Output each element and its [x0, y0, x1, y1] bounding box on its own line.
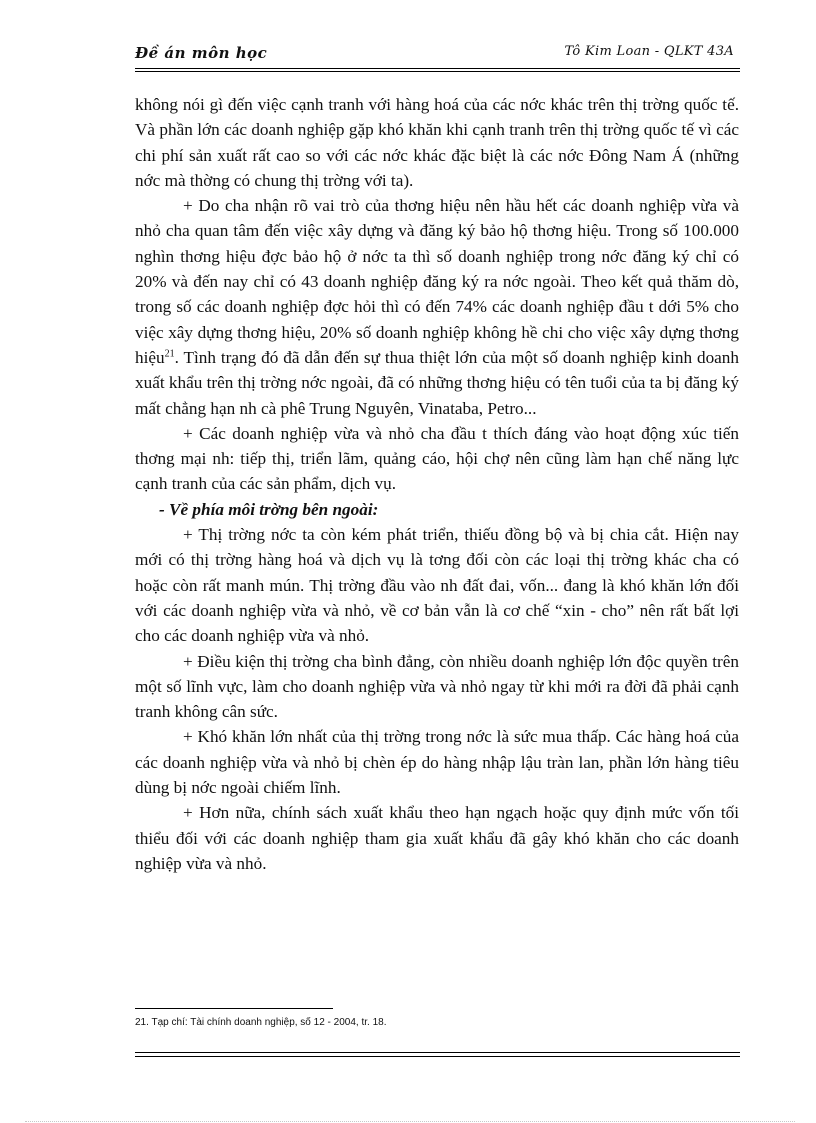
- footer-rule-thin: [135, 1056, 740, 1057]
- author-label: Tô Kim Loan - QLKT 43A: [564, 44, 734, 59]
- footnote: 21. Tạp chí: Tài chính doanh nghiệp, số 12 - 2004, tr. 18.: [135, 1017, 387, 1028]
- page-header: [135, 44, 740, 68]
- paragraph: + Thị trờng nớc ta còn kém phát triển, thiếu đồng bộ và bị chia cắt. Hiện nay mới có thị trờng hàng hoá và dịch vụ là tơng đối còn các loại thị trờng khác cha có hoặc còn rất manh mún. Thị trờng đầu vào nh đất đai, vốn... đang là khó khăn lớn đối với các doanh nghiệp vừa và nhỏ, về cơ bản vẫn là cơ chế “xin - cho” nên rất bất lợi cho các doanh nghiệp vừa và nhỏ.: [135, 525, 739, 646]
- paragraph: + Khó khăn lớn nhất của thị trờng trong nớc là sức mua thấp. Các hàng hoá của các doanh nghiệp vừa và nhỏ bị chèn ép do hàng nhập lậu tràn lan, phần lớn hàng tiêu dùng bị nớc ngoài chiếm lĩnh.: [135, 727, 739, 798]
- document-type-title: Đề án môn học: [135, 44, 268, 62]
- paragraph-text: + Do cha nhận rõ vai trò của thơng hiệu nên hầu hết các doanh nghiệp vừa và nhỏ cha quan tâm đến việc xây dựng và đăng ký bảo hộ thơng hiệu. Trong số 100.000 nghìn thơng hiệu đợc bảo hộ ở nớc ta thì số doanh nghiệp trong nớc đăng ký chỉ có 20% và đến nay chỉ có 43 doanh nghiệp đăng ký ra nớc ngoài. Theo kết quả thăm dò, trong số các doanh nghiệp đợc hỏi thì có đến 74% các doanh nghiệp đầu t dới 5% cho việc xây dựng thơng hiệu, 20% số doanh nghiệp không hề chi cho việc xây dựng thơng hiệu: [135, 196, 739, 367]
- paragraph: + Các doanh nghiệp vừa và nhỏ cha đầu t thích đáng vào hoạt động xúc tiến thơng mại nh: tiếp thị, triển lãm, quảng cáo, hội chợ nên cũng làm hạn chế năng lực cạnh tranh của các sản phẩm, dịch vụ.: [135, 423, 739, 494]
- paragraph: không nói gì đến việc cạnh tranh với hàng hoá của các nớc khác trên thị trờng quốc tế. Và phần lớn các doanh nghiệp gặp khó khăn khi cạnh tranh trên thị trờng quốc tế vì các chi phí sản xuất rất cao so với các nớc khác đặc biệt là các nớc Đông Nam Á (những nớc mà thờng có chung thị trờng với ta).: [135, 95, 739, 190]
- page-edge-dots: [25, 1121, 795, 1122]
- section-heading: - Về phía môi trờng bên ngoài:: [159, 499, 379, 519]
- paragraph: + Hơn nữa, chính sách xuất khẩu theo hạn ngạch hoặc quy định mức vốn tối thiểu đối với các doanh nghiệp tham gia xuất khẩu đã gây khó khăn cho các doanh nghiệp vừa và nhỏ.: [135, 803, 739, 873]
- footer-rule: [135, 1052, 740, 1053]
- paragraph-text: . Tình trạng đó đã dẫn đến sự thua thiệt lớn của một số doanh nghiệp kinh doanh xuất khẩu trên thị trờng nớc ngoài, đã có những thơng hiệu có tên tuổi của ta bị đăng ký mất chẳng hạn nh cà phê Trung Nguyên, Vinataba, Petro...: [135, 347, 739, 418]
- paragraph: [135, 193, 739, 421]
- body-text: [135, 92, 739, 876]
- paragraph: + Điều kiện thị trờng cha bình đẳng, còn nhiều doanh nghiệp lớn độc quyền trên một số lĩnh vực, làm cho doanh nghiệp vừa và nhỏ ngay từ khi mới ra đời đã phải cạnh tranh không cân sức.: [135, 651, 739, 722]
- footnote-separator: [135, 1008, 333, 1009]
- header-rule: [135, 68, 740, 69]
- footnote-reference: 21: [164, 348, 175, 360]
- header-rule-thin: [135, 71, 740, 72]
